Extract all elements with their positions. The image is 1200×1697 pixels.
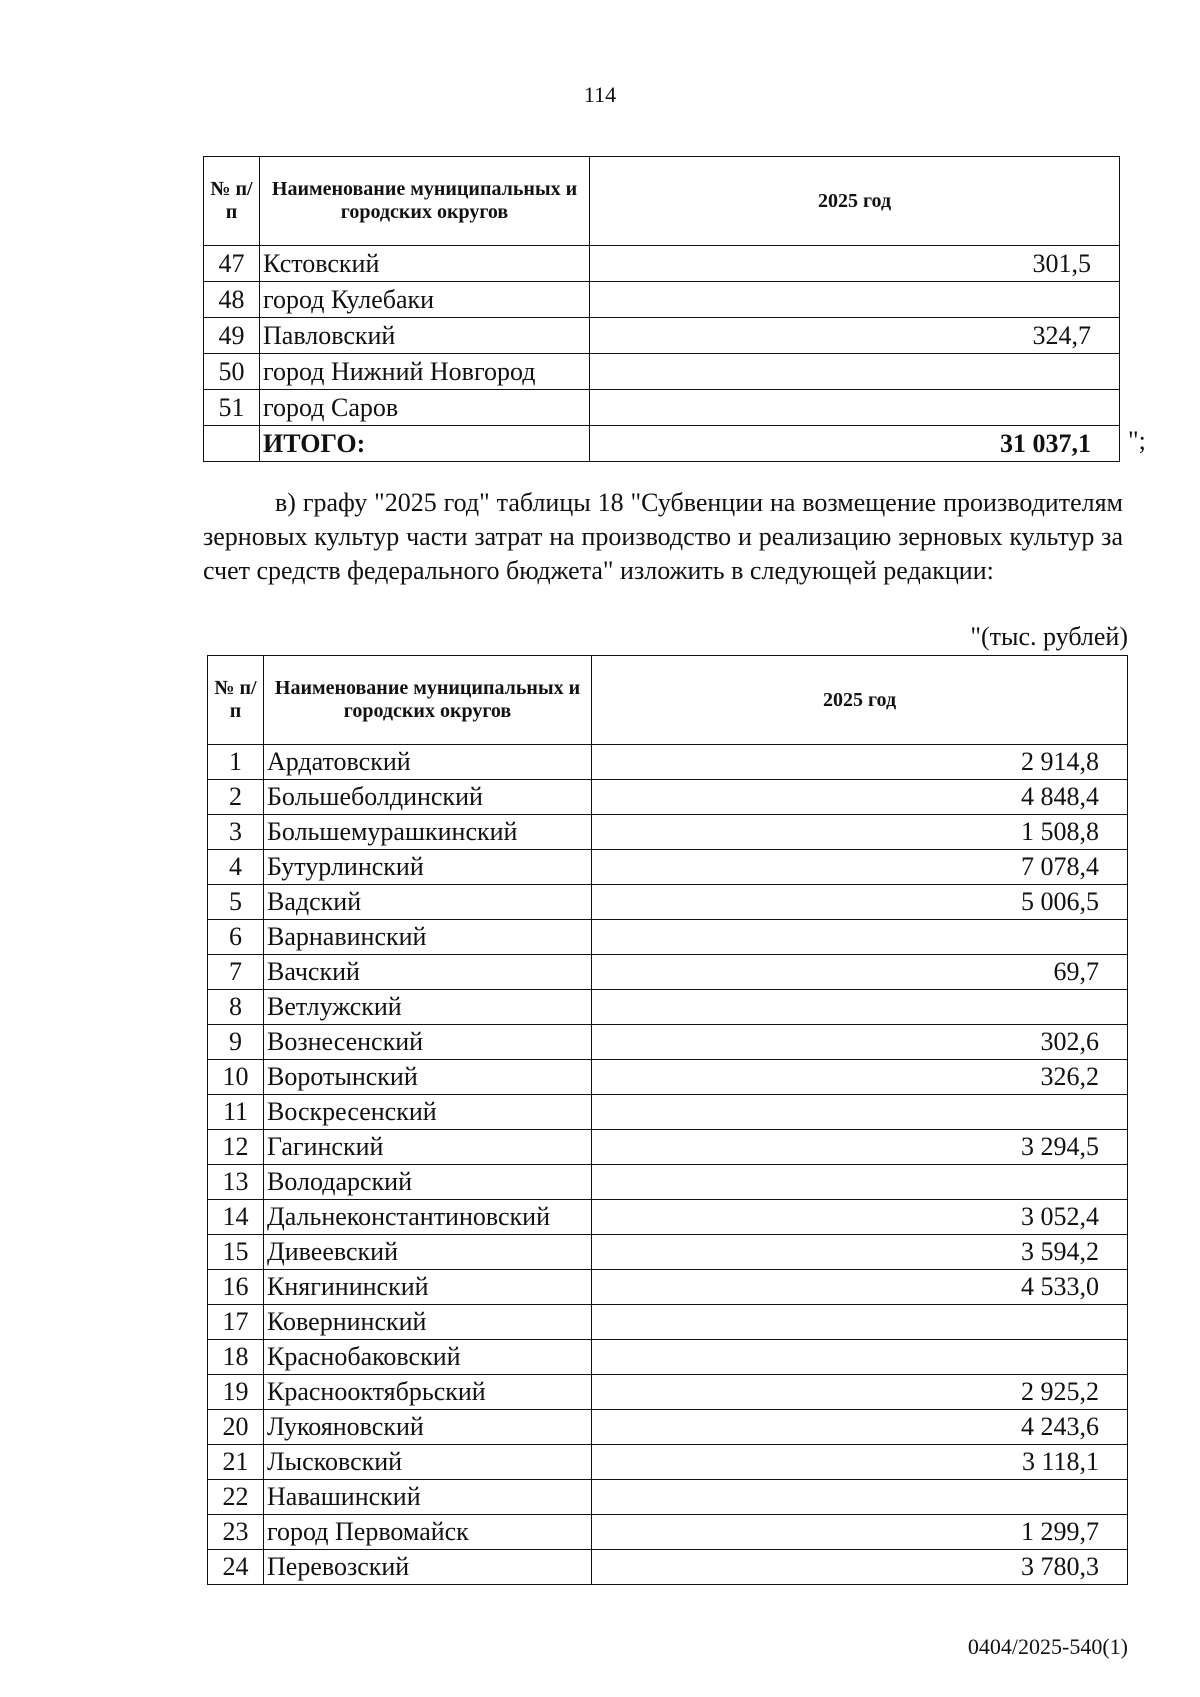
document-code: 0404/2025-540(1) — [967, 1634, 1128, 1659]
row-number: 3 — [208, 815, 264, 850]
table-row — [208, 745, 1128, 780]
table-row — [208, 1165, 1128, 1200]
table-header-row — [208, 656, 1128, 745]
row-number: 23 — [208, 1515, 264, 1550]
amendment-text: в) графу "2025 год" таблицы 18 "Субвенции на возмещение производителям зерновых культур части затрат на производство и реализацию зерновых культур за счет средств федерального бюджета" изложить в следующей редакции: — [203, 488, 1123, 585]
district-name: Перевозский — [264, 1550, 592, 1585]
district-name: Ардатовский — [264, 745, 592, 780]
district-value — [590, 282, 1120, 318]
district-value — [590, 390, 1120, 426]
district-value: 4 243,6 — [592, 1410, 1128, 1445]
table-row — [208, 850, 1128, 885]
table-row — [208, 1095, 1128, 1130]
district-name: Дальнеконстантиновский — [264, 1200, 592, 1235]
district-value: 4 533,0 — [592, 1270, 1128, 1305]
row-number: 9 — [208, 1025, 264, 1060]
district-name: город Саров — [260, 390, 590, 426]
row-number: 47 — [204, 246, 260, 282]
table-row — [208, 1060, 1128, 1095]
header-district-name: Наименование муниципальных и городских округов — [260, 157, 590, 246]
row-number: 50 — [204, 354, 260, 390]
table-row — [208, 1130, 1128, 1165]
table-row — [208, 1375, 1128, 1410]
table-row — [208, 955, 1128, 990]
table-row — [208, 1445, 1128, 1480]
district-value — [590, 354, 1120, 390]
district-value: 1 508,8 — [592, 815, 1128, 850]
row-number: 4 — [208, 850, 264, 885]
table-row — [208, 1480, 1128, 1515]
district-name: Лукояновский — [264, 1410, 592, 1445]
district-name: Лысковский — [264, 1445, 592, 1480]
row-number: 8 — [208, 990, 264, 1025]
row-number: 51 — [204, 390, 260, 426]
table-grain-subsidies — [207, 655, 1128, 1585]
district-value — [592, 1095, 1128, 1130]
district-value: 7 078,4 — [592, 850, 1128, 885]
table-row — [204, 354, 1120, 390]
district-name: Дивеевский — [264, 1235, 592, 1270]
row-number: 5 — [208, 885, 264, 920]
table-row — [208, 1515, 1128, 1550]
district-name: Вознесенский — [264, 1025, 592, 1060]
closing-quote-mark: "; — [1128, 426, 1146, 455]
district-name: Варнавинский — [264, 920, 592, 955]
district-value: 3 118,1 — [592, 1445, 1128, 1480]
district-name: Павловский — [260, 318, 590, 354]
district-value: 3 780,3 — [592, 1550, 1128, 1585]
header-year: 2025 год — [592, 656, 1128, 745]
district-name: Воротынский — [264, 1060, 592, 1095]
table-row — [208, 815, 1128, 850]
table-row — [208, 780, 1128, 815]
district-value — [592, 920, 1128, 955]
district-name: город Нижний Новгород — [260, 354, 590, 390]
district-name: Княгининский — [264, 1270, 592, 1305]
table-municipal-districts-part1 — [203, 156, 1120, 462]
row-number: 7 — [208, 955, 264, 990]
header-number: № п/п — [204, 157, 260, 246]
district-name: город Кулебаки — [260, 282, 590, 318]
district-name: Воскресенский — [264, 1095, 592, 1130]
district-value — [592, 1305, 1128, 1340]
table-row — [208, 885, 1128, 920]
row-number: 21 — [208, 1445, 264, 1480]
district-value — [592, 1165, 1128, 1200]
row-number: 19 — [208, 1375, 264, 1410]
row-number: 12 — [208, 1130, 264, 1165]
district-value: 324,7 — [590, 318, 1120, 354]
header-year: 2025 год — [590, 157, 1120, 246]
table-row — [208, 1235, 1128, 1270]
header-number: № п/п — [208, 656, 264, 745]
table-row — [208, 1270, 1128, 1305]
district-name: Володарский — [264, 1165, 592, 1200]
district-name: Навашинский — [264, 1480, 592, 1515]
table-row — [204, 318, 1120, 354]
district-name: Большеболдинский — [264, 780, 592, 815]
table-row — [204, 390, 1120, 426]
row-number: 6 — [208, 920, 264, 955]
table-row — [208, 1550, 1128, 1585]
district-name: Ветлужский — [264, 990, 592, 1025]
row-number: 2 — [208, 780, 264, 815]
table-row — [208, 990, 1128, 1025]
district-value: 4 848,4 — [592, 780, 1128, 815]
district-value: 5 006,5 — [592, 885, 1128, 920]
district-value — [592, 1340, 1128, 1375]
district-value — [592, 1480, 1128, 1515]
page-number: 114 — [583, 82, 617, 107]
district-name: город Первомайск — [264, 1515, 592, 1550]
district-value: 326,2 — [592, 1060, 1128, 1095]
table-row — [208, 1410, 1128, 1445]
district-value: 3 294,5 — [592, 1130, 1128, 1165]
row-number: 1 — [208, 745, 264, 780]
row-number: 49 — [204, 318, 260, 354]
row-number: 22 — [208, 1480, 264, 1515]
district-name: Вадский — [264, 885, 592, 920]
table-row — [208, 920, 1128, 955]
district-name: Ковернинский — [264, 1305, 592, 1340]
table-row — [204, 282, 1120, 318]
district-name: Бутурлинский — [264, 850, 592, 885]
district-value: 2 925,2 — [592, 1375, 1128, 1410]
unit-note: "(тыс. рублей) — [970, 622, 1128, 651]
row-number: 24 — [208, 1550, 264, 1585]
table-row — [204, 246, 1120, 282]
district-name: Гагинский — [264, 1130, 592, 1165]
table-row — [208, 1025, 1128, 1060]
row-number: 48 — [204, 282, 260, 318]
amendment-paragraph — [203, 486, 1123, 588]
table-row — [208, 1340, 1128, 1375]
row-number: 16 — [208, 1270, 264, 1305]
table-row — [208, 1200, 1128, 1235]
district-value — [592, 990, 1128, 1025]
district-name: Кстовский — [260, 246, 590, 282]
district-name: Краснобаковский — [264, 1340, 592, 1375]
district-value: 301,5 — [590, 246, 1120, 282]
district-value: 69,7 — [592, 955, 1128, 990]
district-name: Краснооктябрьский — [264, 1375, 592, 1410]
table-header-row — [204, 157, 1120, 246]
district-value: 3 052,4 — [592, 1200, 1128, 1235]
row-number: 13 — [208, 1165, 264, 1200]
district-value: 1 299,7 — [592, 1515, 1128, 1550]
district-value: 302,6 — [592, 1025, 1128, 1060]
district-value: 3 594,2 — [592, 1235, 1128, 1270]
district-name: Большемурашкинский — [264, 815, 592, 850]
row-number: 20 — [208, 1410, 264, 1445]
table-total-row — [204, 426, 1120, 462]
district-value: 2 914,8 — [592, 745, 1128, 780]
row-number: 15 — [208, 1235, 264, 1270]
row-number: 11 — [208, 1095, 264, 1130]
total-empty-cell — [204, 426, 260, 462]
header-district-name: Наименование муниципальных и городских округов — [264, 656, 592, 745]
row-number: 17 — [208, 1305, 264, 1340]
total-label: ИТОГО: — [260, 426, 590, 462]
district-name: Вачский — [264, 955, 592, 990]
row-number: 10 — [208, 1060, 264, 1095]
total-value: 31 037,1 — [590, 426, 1120, 462]
row-number: 14 — [208, 1200, 264, 1235]
table-row — [208, 1305, 1128, 1340]
row-number: 18 — [208, 1340, 264, 1375]
